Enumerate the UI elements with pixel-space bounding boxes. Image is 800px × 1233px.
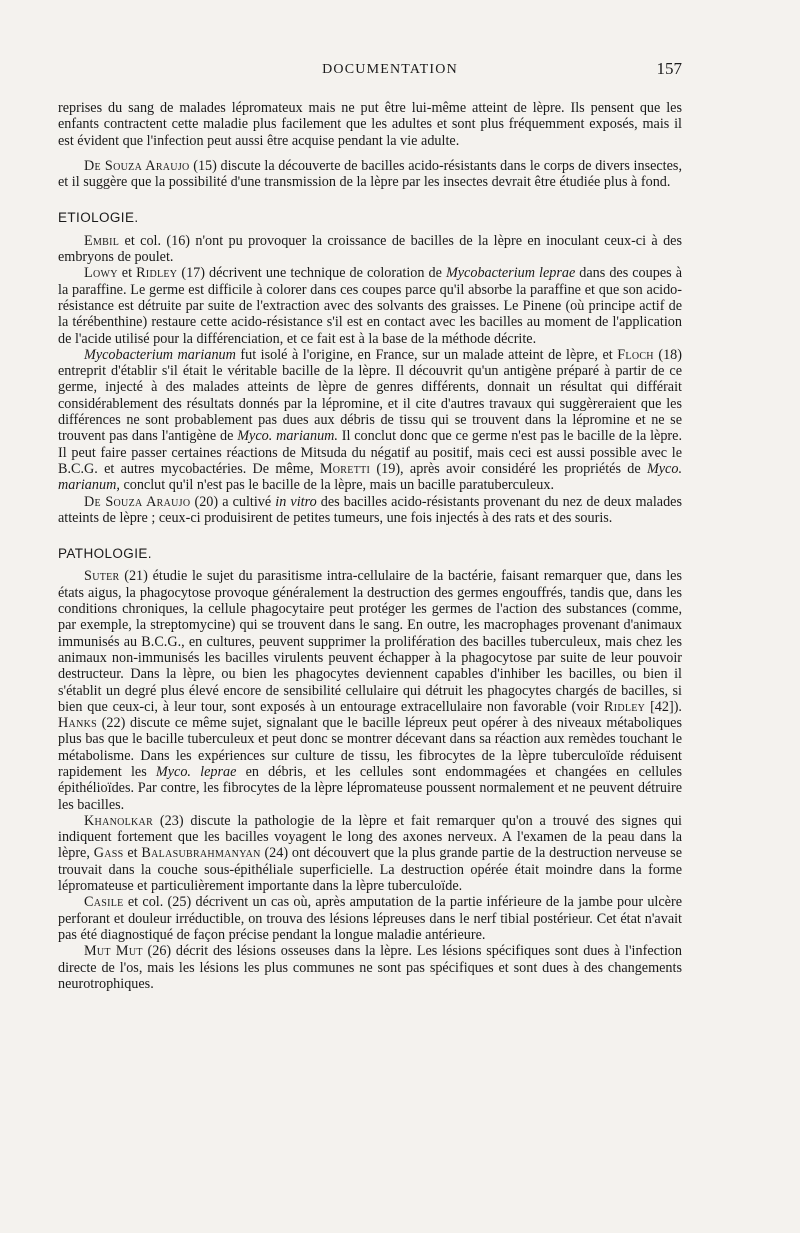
paragraph-text: et col. (16) n'ont pu provoquer la croissance de bacilles de la lèpre en inoculant ceux-ci à des embryons de poulet. bbox=[58, 232, 682, 266]
author-name: De Souza Araujo bbox=[84, 157, 190, 174]
author-name: Moretti bbox=[319, 460, 371, 477]
paragraph-text: (18) entreprit d'établir s'il était le véritable bacille de la lèpre. Il découvrit qu'un antigène préparé à partir de ce germe, injecté à des malades atteints de lèpre de genres différents, donnait un résultat qui différait considérablement des résultats donnés par la lépromine, et il cite d'autres travaux qui suggèreraient que les différences ne sont probablement pas dues aux débris de tissu qui se trouvent dans la lépromine et ne se trouvent pas dans l'antigène de bbox=[58, 346, 682, 445]
section-heading-pathologie: PATHOLOGIE. bbox=[58, 546, 152, 562]
species-name: Myco. marianum, bbox=[58, 460, 682, 494]
page-number: 157 bbox=[656, 59, 682, 78]
paragraph-souza-araujo-insects bbox=[58, 158, 682, 191]
paragraph-text: (15) discute la découverte de bacilles acido-résistants dans le corps de divers insectes, et il suggère que la possibilité d'une transmission de la lèpre par les insectes devrait être étudiée plus à fond. bbox=[58, 157, 682, 191]
paragraph-text: conclut qu'il n'est pas le bacille de la lèpre, mais un bacille paratuberculeux. bbox=[119, 477, 555, 494]
running-header bbox=[58, 59, 682, 86]
paragraph-souza-araujo-culture bbox=[58, 494, 682, 527]
author-name: Casile bbox=[84, 894, 124, 911]
paragraph-text: (17) décrivent une technique de coloration de bbox=[177, 265, 446, 282]
paragraph-embil bbox=[58, 233, 682, 266]
running-title: DOCUMENTATION bbox=[322, 62, 458, 77]
paragraph-text: [42]). bbox=[645, 698, 682, 715]
paragraph-text: des bacilles acido-résistants provenant du nez de deux malades atteints de lèpre ; ceux-ci produisirent de petites tumeurs, une fois injectés à des rats et des souris. bbox=[58, 493, 682, 526]
paragraph-casile bbox=[58, 894, 682, 943]
paragraph-text: et col. (25) décrivent un cas où, après amputation de la partie inférieure de la jambe pour ulcère perforant et douleur irréductible, on trouva des lésions lépreuses dans le nerf tibial postérieur. Cet état n'avait pas été diagnostiqué de façon précise pendant la longue maladie antérieure. bbox=[58, 894, 682, 943]
paragraph-text: et bbox=[117, 265, 137, 282]
species-name: Mycobacterium leprae bbox=[445, 265, 576, 282]
paragraph-mut-mut bbox=[58, 943, 682, 992]
author-name: Balasubrahmanyan bbox=[141, 845, 261, 862]
species-name: Myco. marianum. bbox=[237, 428, 338, 445]
author-name: Floch bbox=[617, 346, 654, 363]
paragraph-continuation: reprises du sang de malades lépromateux mais ne put être lui-même atteint de lèpre. Ils pensent que les enfants contractent cette maladie plus facilement que les adultes et sont plus fréquemment exposés, mais il est évident que l'infection peut aussi être acquise pendant la vie adulte. bbox=[58, 100, 682, 149]
section-heading-etiologie: ETIOLOGIE. bbox=[58, 210, 139, 226]
body-text bbox=[58, 100, 682, 992]
author-name: Ridley bbox=[136, 265, 178, 282]
author-name: Hanks bbox=[58, 715, 97, 732]
author-name: Gass bbox=[93, 845, 124, 862]
author-name: Suter bbox=[84, 568, 120, 585]
paragraph-text: et bbox=[123, 845, 142, 862]
paragraph-text: fut isolé à l'origine, en France, sur un malade atteint de lèpre, et bbox=[235, 346, 618, 363]
paragraph-text: (24) ont découvert que la plus grande partie de la destruction nerveuse se trouvait dans la couche sous-épithéliale superficielle. La destruction opérée était moindre dans la forme lépromateuse et particulièrement importante dans la lèpre tuberculoïde. bbox=[58, 845, 683, 895]
species-name: Mycobacterium marianum bbox=[84, 346, 236, 363]
author-name: De Souza Araujo bbox=[84, 493, 191, 510]
paragraph-text: (20) a cultivé bbox=[190, 493, 276, 510]
author-name: Lowy bbox=[84, 265, 118, 282]
author-name: Ridley bbox=[603, 698, 646, 715]
author-name: Embil bbox=[84, 232, 120, 249]
paragraph-text: (26) décrit des lésions osseuses dans la lèpre. Les lésions spécifiques sont dues à l'infection directe de l'os, mais les lésions les plus communes ne sont pas spécifiques et sont dues à des changements neurotrophiques. bbox=[58, 943, 682, 992]
paragraph-lowy-ridley bbox=[58, 265, 682, 346]
paragraph-khanolkar bbox=[58, 813, 682, 894]
paragraph-text: Il conclut donc que ce germe n'est pas le bacille de la lèpre. Il peut faire passer certaines réactions de Mitsuda du négatif au positif, mais ceci est aussi possible avec le B.C.G. et autres mycobactéries. De même, bbox=[58, 428, 682, 477]
paragraph-suter bbox=[58, 568, 682, 812]
paragraph-text: (21) étudie le sujet du parasitisme intra-cellulaire de la bactérie, faisant remarquer que, dans les états aigus, la phagocytose provoque généralement la destruction des germes engouffrés, tandis que, dans les conditions chroniques, la cellule phagocytaire peut protéger les germes de l'action des substances (comme, par exemple, la streptomycine) qui se trouvent dans le sang. En outre, les macrophages provenant d'animaux immunisés au B.C.G., en cultures, peuvent supprimer la prolifération des bacilles tuberculeux, mais chez les animaux non-immunisés les bacilles virulents peuvent échapper à la phagocytose par suite de leur pouvoir destructeur. Dans la lèpre, ou bien les phagocytes deviennent capables d'inhiber les bacilles, ou bien il s'établit un degré plus élevé encore de sensibilité cellulaire qui détruit les phagocytes chargés de bacilles, si bien que ceux-ci, à leur tour, sont exposés à un entourage extracellulaire non favorable (voir bbox=[58, 568, 682, 715]
paragraph-text: en débris, et les cellules sont endommagées et changées en cellules épithélioïdes. Par contre, les fibrocytes de la lèpre lépromateuse poussent normalement et ne peuvent détruire les bacilles. bbox=[58, 763, 682, 813]
author-name: Mut Mut bbox=[84, 943, 143, 960]
species-name: Myco. leprae bbox=[155, 763, 237, 780]
paragraph-text: dans des coupes à la paraffine. Le germe est difficile à colorer dans ces coupes parce qu'il absorbe la paraffine et que son acido-résistance est détruite par suite de l'extraction avec des solvants des graisses. Le Pinene (où principe actif de la térébenthine) restaure cette acido-résistance s'il est en contact avec les bacilles au moment de l'application de l'acide utilisé pour la différenciation, et ce fait est à la base de la méthode décrite. bbox=[58, 265, 682, 347]
paragraph-text: (19), après avoir considéré les propriétés de bbox=[370, 460, 647, 477]
paragraph-marianum bbox=[58, 347, 682, 494]
paragraph-text: (23) discute la pathologie de la lèpre et fait remarquer qu'on a trouvé des signes qui indiquent fortement que les bacilles voyagent le long des axones nerveux. A l'examen de la peau dans la lèpre, bbox=[58, 812, 682, 862]
author-name: Khanolkar bbox=[84, 812, 154, 829]
latin-term: in vitro bbox=[275, 493, 317, 510]
paragraph-text: (22) discute ce même sujet, signalant que le bacille lépreux peut opérer à des niveaux métaboliques plus bas que le bacille tuberculeux et peut donc se montrer décevant dans sa réaction aux remèdes touchant le métabolisme. Dans les expériences sur culture de tissu, les fibrocytes de la lèpre tuberculoïde réduisent rapidement les bbox=[58, 715, 682, 780]
